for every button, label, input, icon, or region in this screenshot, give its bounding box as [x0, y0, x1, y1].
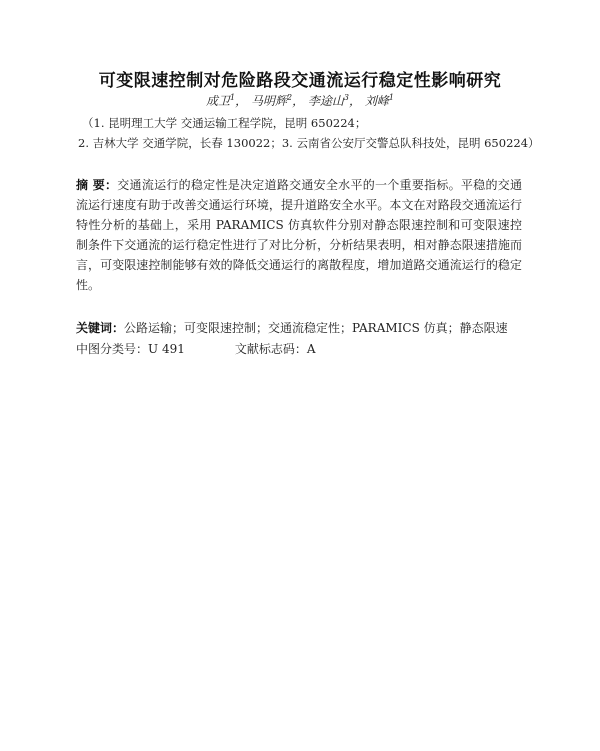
author-sup: 2	[286, 93, 293, 102]
author-list: 成卫$^1$， 马明辉$^2$， 李途山$^3$， 刘峰$^1$	[206, 93, 394, 108]
keywords-text: 公路运输；可变限速控制；交通流稳定性；PARAMICS 仿真；静态限速	[124, 321, 508, 335]
abstract-text: 交通流运行的稳定性是决定道路交通安全水平的一个重要指标。平稳的交通流运行速度有助于改善交通运行环境，提升道路安全水平。本文在对路段交通流运行特性分析的基础上，采用 PARAMICS 仿真软件分别对静态限速控制和可变限速控制条件下交通流的运行稳定性进行了对比分析，分析结果表明，相对静态限速措施而言，可变限速控制能够有效的降低交通运行的离散程度，增加道路交通流运行的稳定性。	[76, 178, 522, 292]
author-sup: 1	[230, 93, 236, 102]
keywords	[76, 319, 522, 336]
doc-code-value: A	[306, 342, 316, 356]
classification-line	[76, 340, 316, 357]
class-number-label: 中图分类号：	[76, 342, 149, 356]
author-name: 刘峰	[364, 94, 389, 108]
author-name: 李途山	[307, 94, 344, 108]
author-sup: 3	[343, 93, 350, 102]
doc-code-label: 文献标志码：	[234, 342, 307, 356]
paper-title: 可变限速控制对危险路段交通流运行稳定性影响研究	[98, 71, 502, 91]
keywords-label: 关键词：	[76, 321, 125, 335]
author-name: 成卫	[206, 94, 231, 108]
author-sup: 1	[388, 93, 394, 102]
abstract	[76, 175, 522, 295]
author-name: 马明辉	[250, 94, 287, 108]
affiliation-line-2: 2. 吉林大学 交通学院，长春 130022；3. 云南省公安厅交警总队科技处，昆明 650224）	[78, 136, 540, 150]
affiliation-line-1: （1. 昆明理工大学 交通运输工程学院，昆明 650224；	[82, 116, 367, 130]
abstract-label: 摘 要：	[76, 178, 118, 192]
class-number-value: U 491	[148, 342, 185, 356]
